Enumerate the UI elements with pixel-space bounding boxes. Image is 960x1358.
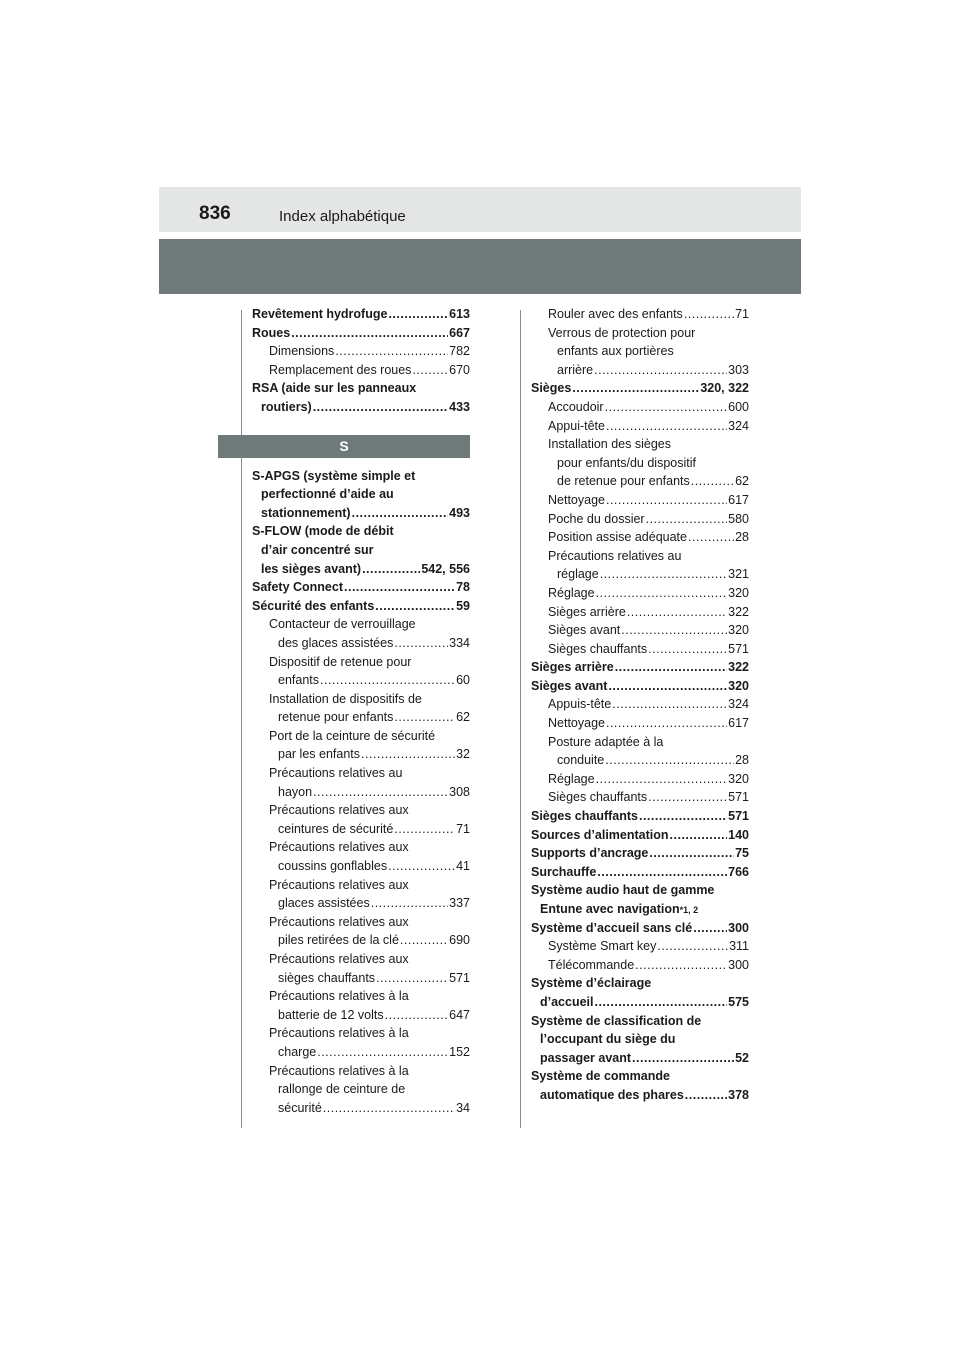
page-reference: 71 <box>456 821 470 836</box>
entry-text: Accoudoir <box>548 399 604 414</box>
entry-text: par les enfants <box>278 747 360 762</box>
page-reference: 62 <box>456 710 470 725</box>
dot-leader <box>388 857 455 876</box>
index-entry <box>531 844 749 863</box>
entry-text: Contacteur de verrouillage <box>269 617 416 632</box>
dot-leader <box>352 504 449 523</box>
dot-leader <box>605 398 728 417</box>
entry-text: Poche du dossier <box>548 511 645 526</box>
dot-leader <box>595 993 728 1012</box>
entry-text: Appuis-tête <box>548 697 612 712</box>
entry-text: Précautions relatives aux <box>269 840 409 855</box>
entry-text: Sièges arrière <box>548 604 626 619</box>
index-entry <box>252 522 470 578</box>
index-subentry <box>252 950 470 987</box>
index-entry <box>252 305 470 324</box>
dot-leader <box>361 745 455 764</box>
entry-text: Nettoyage <box>548 492 605 507</box>
dot-leader <box>606 417 727 436</box>
page-reference: 321 <box>728 567 749 582</box>
page-reference: 617 <box>728 716 749 731</box>
dot-leader <box>627 603 727 622</box>
center-column-rule <box>520 310 521 1128</box>
entry-text: Entune avec navigation <box>540 902 680 916</box>
dot-leader <box>394 708 455 727</box>
entry-text: de retenue pour enfants <box>557 474 690 489</box>
entry-text: réglage <box>557 567 599 582</box>
index-entry <box>531 826 749 845</box>
entry-text: Système Smart key <box>548 939 657 954</box>
entry-text: Télécommande <box>548 957 635 972</box>
entry-text: Précautions relatives au <box>269 766 403 781</box>
index-subentry <box>531 528 749 547</box>
dot-leader <box>639 807 727 826</box>
entry-text: l’occupant du siège du <box>540 1032 676 1047</box>
index-column-right <box>531 305 749 1105</box>
index-subentry <box>252 764 470 801</box>
entry-text: Revêtement hydrofuge <box>252 307 388 321</box>
entry-text: Système audio haut de gamme <box>531 883 715 898</box>
page-number: 836 <box>199 203 231 224</box>
dot-leader <box>385 1006 449 1025</box>
index-subentry <box>531 603 749 622</box>
page-reference: 617 <box>728 492 749 507</box>
page-reference: 300 <box>728 957 749 972</box>
index-subentry <box>531 324 749 380</box>
entry-text: Précautions relatives à la <box>269 989 409 1004</box>
page-reference: 337 <box>449 896 470 911</box>
dot-leader <box>612 695 727 714</box>
entry-text: Position assise adéquate <box>548 530 687 545</box>
entry-text: Surchauffe <box>531 864 597 879</box>
entry-text: Installation de dispositifs de <box>269 691 422 706</box>
dot-leader <box>388 305 448 324</box>
entry-text: rallonge de ceinture de <box>278 1082 406 1097</box>
index-subentry <box>252 727 470 764</box>
dot-leader <box>400 931 448 950</box>
entry-text: coussins gonflables <box>278 859 388 874</box>
entry-text: Appui-tête <box>548 418 605 433</box>
dot-leader <box>600 565 727 584</box>
entry-text: ceintures de sécurité <box>278 821 394 836</box>
entry-text: sécurité <box>278 1100 322 1115</box>
entry-text: hayon <box>278 784 313 799</box>
index-entry <box>531 1012 749 1068</box>
page-reference: 324 <box>728 418 749 433</box>
index-subentry <box>531 584 749 603</box>
entry-text: Sièges avant <box>548 623 621 638</box>
index-subentry <box>531 714 749 733</box>
entry-text: S-FLOW (mode de débit <box>252 524 394 539</box>
entry-text: enfants <box>278 673 320 688</box>
dot-leader <box>412 361 448 380</box>
index-subentry <box>252 361 470 380</box>
page-reference: 78 <box>456 580 470 595</box>
dot-leader <box>635 956 727 975</box>
page-reference: 320 <box>728 623 749 638</box>
header-band <box>159 187 801 232</box>
index-subentry <box>531 621 749 640</box>
index-subentry <box>531 733 749 770</box>
page-reference: 670 <box>449 362 470 377</box>
page-reference: 41 <box>456 859 470 874</box>
entry-text: Sièges <box>531 381 572 396</box>
index-subentry <box>531 435 749 491</box>
page-reference: 320, 322 <box>700 381 749 396</box>
entry-text: Sièges chauffants <box>548 641 648 656</box>
entry-text: Safety Connect <box>252 580 343 595</box>
entry-text: Précautions relatives aux <box>269 952 409 966</box>
page-reference: 28 <box>735 530 749 545</box>
entry-text: enfants aux portières <box>557 344 674 359</box>
dot-leader <box>323 1099 455 1118</box>
entry-text: pour enfants/du dispositif <box>557 455 696 470</box>
page-reference: 766 <box>728 864 749 879</box>
dot-leader <box>335 342 448 361</box>
page-reference: 28 <box>735 753 749 768</box>
entry-text: Sièges avant <box>531 678 608 693</box>
header-dark-band <box>159 239 801 294</box>
dot-leader <box>649 844 734 863</box>
entry-text: Précautions relatives à la <box>269 1063 409 1078</box>
page-reference: 782 <box>449 344 470 359</box>
dot-leader <box>572 379 699 398</box>
entry-text: sièges chauffants <box>278 970 376 985</box>
entry-text: Précautions relatives aux <box>269 803 409 818</box>
dot-leader <box>693 919 727 938</box>
entries-before-section <box>252 305 470 417</box>
page-reference: 140 <box>728 827 749 842</box>
index-subentry <box>252 1024 470 1061</box>
dot-leader <box>375 597 455 616</box>
index-subentry <box>252 653 470 690</box>
page-reference: 320 <box>728 678 749 693</box>
page-reference: 613 <box>449 307 470 321</box>
entry-text: Système de commande <box>531 1069 670 1084</box>
entry-text: Sources d’alimentation <box>531 827 669 842</box>
index-entry <box>531 1067 749 1104</box>
page-reference: 62 <box>735 474 749 489</box>
entry-text: retenue pour enfants <box>278 710 394 725</box>
entry-text: arrière <box>557 362 594 377</box>
entry-text: Port de la ceinture de sécurité <box>269 728 436 743</box>
page-reference: 324 <box>728 697 749 712</box>
index-subentry <box>531 417 749 436</box>
index-subentry <box>531 510 749 529</box>
index-entry <box>252 578 470 597</box>
page-reference: 571 <box>728 809 749 824</box>
entry-text: Système d’éclairage <box>531 976 652 991</box>
index-subentry <box>531 398 749 417</box>
entries-right <box>531 305 749 1105</box>
index-entry <box>531 658 749 677</box>
page-title: Index alphabétique <box>279 208 406 225</box>
dot-leader <box>313 783 448 802</box>
entry-text: automatique des phares <box>540 1087 684 1102</box>
entry-text: Nettoyage <box>548 716 605 731</box>
index-subentry <box>531 937 749 956</box>
index-subentry <box>252 690 470 727</box>
page-reference: 322 <box>728 660 749 675</box>
dot-leader <box>688 528 734 547</box>
index-entry <box>252 597 470 616</box>
page-reference: 571 <box>449 970 470 985</box>
index-subentry <box>531 770 749 789</box>
entry-text: d’air concentré sur <box>261 542 374 557</box>
page-reference: 303 <box>728 362 749 377</box>
dot-leader <box>317 1043 448 1062</box>
entry-text: Réglage <box>548 771 595 786</box>
page-reference: 571 <box>728 641 749 656</box>
entry-text: Précautions relatives aux <box>269 914 409 929</box>
entry-text: Dispositif de retenue pour <box>269 654 412 669</box>
dot-leader <box>615 658 727 677</box>
dot-leader <box>606 714 727 733</box>
dot-leader <box>596 770 728 789</box>
entry-text: S-APGS (système simple et <box>252 468 416 483</box>
dot-leader <box>621 621 727 640</box>
page-reference: 667 <box>449 325 470 340</box>
entry-text: Roues <box>252 325 291 340</box>
page-reference: 320 <box>728 585 749 600</box>
entry-text: des glaces assistées <box>278 635 394 650</box>
dot-leader <box>670 826 728 845</box>
entry-text: charge <box>278 1044 317 1059</box>
index-subentry <box>252 987 470 1024</box>
entry-text: Système d’accueil sans clé <box>531 920 693 935</box>
entries-after-section <box>252 467 470 1118</box>
dot-leader <box>394 820 455 839</box>
index-subentry <box>252 801 470 838</box>
entry-text: Remplacement des roues <box>269 362 412 377</box>
dot-leader <box>394 634 448 653</box>
entry-text: glaces assistées <box>278 896 370 911</box>
dot-leader <box>597 863 727 882</box>
page-reference: 334 <box>449 635 470 650</box>
dot-leader <box>691 472 734 491</box>
index-subentry <box>531 956 749 975</box>
entry-text: Précautions relatives aux <box>269 877 409 892</box>
index-entry <box>531 379 749 398</box>
entry-text: Posture adaptée à la <box>548 734 664 749</box>
page-reference: 75 <box>735 846 749 861</box>
page-reference: 493 <box>449 505 470 520</box>
dot-leader <box>684 305 734 324</box>
entry-text: Précautions relatives à la <box>269 1026 409 1041</box>
page-reference: 34 <box>456 1100 470 1115</box>
index-subentry <box>531 547 749 584</box>
dot-leader <box>344 578 455 597</box>
entry-text: Supports d’ancrage <box>531 846 649 861</box>
dot-leader <box>362 560 420 579</box>
index-entry <box>252 467 470 523</box>
entry-text: les sièges avant) <box>261 561 362 576</box>
index-column-left <box>252 305 470 1117</box>
dot-leader <box>313 398 448 417</box>
index-subentry <box>252 615 470 652</box>
dot-leader <box>648 640 727 659</box>
dot-leader <box>320 671 455 690</box>
entry-text: batterie de 12 volts <box>278 1007 384 1022</box>
entry-text: Réglage <box>548 585 595 600</box>
entry-text: Dimensions <box>269 344 335 359</box>
index-subentry <box>531 640 749 659</box>
dot-leader <box>594 361 727 380</box>
entry-text: RSA (aide sur les panneaux <box>252 381 417 396</box>
dot-leader <box>657 937 728 956</box>
index-subentry <box>252 913 470 950</box>
page-reference: 322 <box>728 604 749 619</box>
page-reference: 152 <box>449 1044 470 1059</box>
index-subentry <box>531 788 749 807</box>
entry-text: piles retirées de la clé <box>278 933 399 948</box>
entry-text: Sièges chauffants <box>531 809 638 824</box>
dot-leader <box>605 751 734 770</box>
dot-leader <box>596 584 728 603</box>
page-reference: 542, 556 <box>421 561 470 576</box>
section-letter-s: S <box>218 435 470 458</box>
page-reference: 311 <box>729 939 749 954</box>
page-reference: 600 <box>728 399 749 414</box>
entry-text: Système de classification de <box>531 1013 702 1028</box>
page-reference: 300 <box>728 920 749 935</box>
index-subentry <box>531 305 749 324</box>
page-reference: 433 <box>449 399 470 414</box>
entry-text: conduite <box>557 753 605 768</box>
dot-leader <box>606 491 727 510</box>
index-entry <box>531 677 749 696</box>
page-reference: 580 <box>728 511 749 526</box>
index-entry <box>531 863 749 882</box>
page-reference: 32 <box>456 747 470 762</box>
left-column-rule <box>241 310 242 1128</box>
entry-text: perfectionné d’aide au <box>261 487 394 502</box>
index-entry <box>531 807 749 826</box>
entry-text: Sièges chauffants <box>548 790 648 805</box>
page-reference: 571 <box>728 790 749 805</box>
page-reference: 647 <box>449 1007 470 1022</box>
entry-text: Rouler avec des enfants <box>548 307 683 321</box>
dot-leader <box>648 788 727 807</box>
dot-leader <box>632 1049 734 1068</box>
page-reference: 378 <box>728 1087 749 1102</box>
dot-leader <box>685 1086 727 1105</box>
entry-text: Verrous de protection pour <box>548 325 696 340</box>
entry-text: Installation des sièges <box>548 437 671 452</box>
index-subentry <box>252 838 470 875</box>
index-subentry <box>531 695 749 714</box>
index-entry <box>252 324 470 343</box>
page-reference: 59 <box>456 598 470 613</box>
page-reference: 690 <box>449 933 470 948</box>
entry-text: d’accueil <box>540 994 594 1009</box>
index-subentry <box>252 876 470 913</box>
page-reference: 52 <box>735 1050 749 1065</box>
index-subentry <box>252 342 470 361</box>
index-entry <box>531 974 749 1011</box>
dot-leader <box>371 894 448 913</box>
index-entry <box>252 379 470 416</box>
index-entry <box>531 919 749 938</box>
index-entry: Système audio haut de gamme Entune avec navigation *1, 2 <box>531 881 749 918</box>
entry-text: Précautions relatives au <box>548 548 682 563</box>
dot-leader <box>608 677 727 696</box>
entry-text: Sécurité des enfants <box>252 598 375 613</box>
page-reference: 320 <box>728 771 749 786</box>
dot-leader <box>646 510 728 529</box>
page-reference: 71 <box>735 307 749 321</box>
index-subentry <box>252 1062 470 1118</box>
entry-text: passager avant <box>540 1050 632 1065</box>
entry-text: Sièges arrière <box>531 660 614 675</box>
dot-leader <box>291 324 448 343</box>
page-reference: 575 <box>728 994 749 1009</box>
dot-leader <box>376 969 448 988</box>
index-subentry <box>531 491 749 510</box>
page-reference: 60 <box>456 673 470 688</box>
page-reference: 308 <box>449 784 470 799</box>
entry-text: routiers) <box>261 399 312 414</box>
entry-text: stationnement) <box>261 505 351 520</box>
